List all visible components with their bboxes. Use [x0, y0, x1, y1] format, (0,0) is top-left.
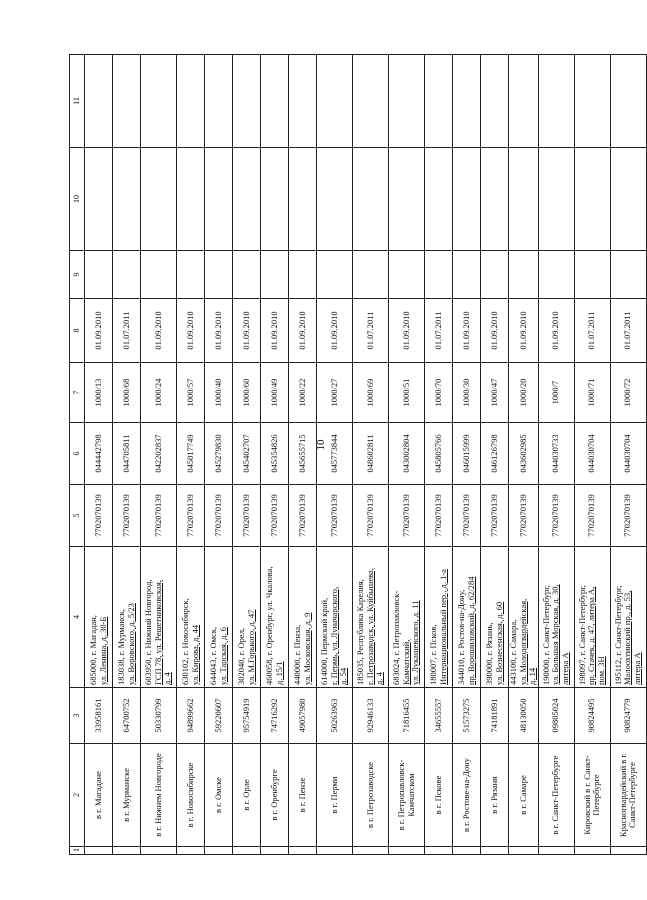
empty-cell-9 [574, 251, 610, 299]
date-cell: 01.09.2010 [205, 299, 233, 363]
empty-cell-10 [317, 148, 353, 251]
empty-cell-10 [85, 148, 113, 251]
bik-cell: 045773844 [317, 423, 353, 485]
inn-cell: 7702070139 [538, 485, 574, 547]
code-cell: 50330799 [141, 688, 177, 744]
bik-cell: 046126798 [481, 423, 509, 485]
address-line: д. 4 [374, 672, 385, 685]
address-line: 190000, г. Санкт-Петербург, [540, 585, 551, 685]
address-line: г. Пермь, ул. Луначарского, [328, 586, 339, 685]
row-blank-cell [113, 847, 141, 855]
empty-cell-9 [389, 251, 425, 299]
table-row [261, 55, 289, 855]
address-cell [425, 547, 453, 688]
number-cell: 1000/30 [453, 363, 481, 423]
address-line: ул. Молодогвардейская, [517, 598, 528, 685]
number-cell: 1000/69 [353, 363, 389, 423]
code-cell: 09805024 [538, 688, 574, 744]
empty-cell-9 [425, 251, 453, 299]
branch-table [69, 54, 647, 855]
address-line: 460058, г. Оренбург, ул. Чкалова, [264, 566, 274, 685]
address-line: ГСП 78, ул. Решетниковская, [152, 580, 163, 685]
code-cell: 92946133 [353, 688, 389, 744]
column-header-6: 6 [70, 423, 85, 485]
empty-cell-9 [113, 251, 141, 299]
empty-cell-9 [481, 251, 509, 299]
address-line: 183038, г. Мурманск, [116, 609, 126, 685]
column-header-7: 7 [70, 363, 85, 423]
address-line: пр. Стачек, д. 47, литера А, [586, 586, 597, 685]
empty-cell-10 [233, 148, 261, 251]
date-cell: 01.09.2010 [481, 299, 509, 363]
code-cell: 33958161 [85, 688, 113, 744]
branch-location-cell: в г. Перми [317, 744, 353, 847]
empty-cell-11 [574, 55, 610, 148]
address-line: д. 54 [338, 667, 349, 685]
date-cell: 01.07.2011 [425, 299, 453, 363]
inn-cell: 7702070139 [389, 485, 425, 547]
empty-cell-11 [453, 55, 481, 148]
column-header-1: 1 [70, 847, 85, 855]
address-cell [177, 547, 205, 688]
inn-cell: 7702070139 [425, 485, 453, 547]
empty-cell-10 [389, 148, 425, 251]
address-line: ул. Кирова, д. 44 [189, 624, 200, 685]
branch-location-cell: в г. Пензе [289, 744, 317, 847]
column-header-3: 3 [70, 688, 85, 744]
code-cell: 48130050 [509, 688, 539, 744]
branch-location-cell: Кировский в г. Санкт-Петербурге [574, 744, 610, 847]
row-blank-cell [453, 847, 481, 855]
empty-cell-11 [509, 55, 539, 148]
code-cell: 90824495 [574, 688, 610, 744]
bik-cell: 045805766 [425, 423, 453, 485]
inn-cell: 7702070139 [453, 485, 481, 547]
row-blank-cell [509, 847, 539, 855]
empty-cell-10 [453, 148, 481, 251]
empty-cell-11 [538, 55, 574, 148]
address-cell [261, 547, 289, 688]
address-cell [141, 547, 177, 688]
code-cell: 59220607 [205, 688, 233, 744]
empty-cell-10 [113, 148, 141, 251]
branch-location-cell: в г. Омске [205, 744, 233, 847]
empty-cell-10 [353, 148, 389, 251]
column-header-10: 10 [70, 148, 85, 251]
address-line: 443100, г. Самара, [508, 619, 518, 685]
address-line: ул. Лукашевского, д. 11 [410, 600, 421, 685]
address-cell [205, 547, 233, 688]
address-line: литера А [631, 652, 642, 685]
number-cell: 1000/7 [538, 363, 574, 423]
address-line: д. 14 [527, 667, 537, 685]
address-line: д. 15/1 [273, 661, 284, 685]
date-cell: 01.09.2010 [261, 299, 289, 363]
address-cell [289, 547, 317, 688]
bik-cell: 045017749 [177, 423, 205, 485]
branch-location-cell: в г. Новосибирске [177, 744, 205, 847]
empty-cell-9 [610, 251, 646, 299]
address-line: Малоохтинский пр., д. 53, [622, 590, 633, 685]
branch-location-cell: в г. Оренбурге [261, 744, 289, 847]
address-line: ул. Вознесенская, д. 60 [493, 601, 504, 685]
inn-cell: 7702070139 [509, 485, 539, 547]
row-blank-cell [389, 847, 425, 855]
row-blank-cell [85, 847, 113, 855]
date-cell: 01.09.2010 [453, 299, 481, 363]
inn-cell: 7702070139 [141, 485, 177, 547]
inn-cell: 7702070139 [113, 485, 141, 547]
empty-cell-10 [509, 148, 539, 251]
code-cell: 74181891 [481, 688, 509, 744]
empty-cell-9 [353, 251, 389, 299]
row-blank-cell [317, 847, 353, 855]
empty-cell-11 [113, 55, 141, 148]
empty-cell-11 [610, 55, 646, 148]
row-blank-cell [481, 847, 509, 855]
empty-cell-11 [425, 55, 453, 148]
address-line: ул. Воровского, д. 5/23 [125, 603, 136, 685]
number-cell: 1000/47 [481, 363, 509, 423]
table-row [141, 55, 177, 855]
inn-cell: 7702070139 [261, 485, 289, 547]
date-cell: 01.09.2010 [289, 299, 317, 363]
inn-cell: 7702070139 [85, 485, 113, 547]
address-cell [85, 547, 113, 688]
address-cell [538, 547, 574, 688]
code-cell: 95754919 [233, 688, 261, 744]
row-blank-cell [141, 847, 177, 855]
table-row [610, 55, 646, 855]
address-line: литера А [559, 652, 570, 685]
address-line: 644043, г. Омск, [208, 626, 218, 685]
address-line: 198097, г. Санкт-Петербург, [576, 585, 587, 685]
address-cell [317, 547, 353, 688]
row-blank-cell [233, 847, 261, 855]
address-cell [509, 547, 539, 688]
number-cell: 1000/60 [233, 363, 261, 423]
empty-cell-10 [610, 148, 646, 251]
bik-cell: 045402707 [233, 423, 261, 485]
number-cell: 1000/49 [261, 363, 289, 423]
empty-cell-11 [481, 55, 509, 148]
empty-cell-9 [261, 251, 289, 299]
table-row [389, 55, 425, 855]
number-cell: 1000/24 [141, 363, 177, 423]
bik-cell: 045655715 [289, 423, 317, 485]
number-cell: 1000/71 [574, 363, 610, 423]
bik-cell: 048602811 [353, 423, 389, 485]
address-line: Камчатский, [400, 639, 411, 685]
table-row [481, 55, 509, 855]
empty-cell-10 [538, 148, 574, 251]
address-line: д. 4 [162, 672, 173, 685]
bik-cell: 045279830 [205, 423, 233, 485]
inn-cell: 7702070139 [317, 485, 353, 547]
empty-cell-9 [509, 251, 539, 299]
number-cell: 1000/57 [177, 363, 205, 423]
number-cell: 1000/51 [389, 363, 425, 423]
address-line: 440000, г. Пенза, [292, 624, 302, 685]
table-row [233, 55, 261, 855]
inn-cell: 7702070139 [233, 485, 261, 547]
date-cell: 01.09.2010 [317, 299, 353, 363]
table-row [317, 55, 353, 855]
empty-cell-10 [177, 148, 205, 251]
empty-cell-11 [205, 55, 233, 148]
row-blank-cell [205, 847, 233, 855]
number-cell: 1000/72 [610, 363, 646, 423]
row-blank-cell [425, 847, 453, 855]
branch-location-cell: в г. Ростове-на-Дону [453, 744, 481, 847]
address-line: г. Петрозаводск, ул. Куйбышева, [364, 568, 375, 685]
address-line: пом. 3Н [595, 656, 606, 685]
table-row [425, 55, 453, 855]
number-cell: 1000/70 [425, 363, 453, 423]
row-blank-cell [353, 847, 389, 855]
row-blank-cell [538, 847, 574, 855]
address-cell [389, 547, 425, 688]
empty-cell-9 [538, 251, 574, 299]
branch-location-cell: в г. Мурманске [113, 744, 141, 847]
table-row [538, 55, 574, 855]
inn-cell: 7702070139 [205, 485, 233, 547]
address-line: 180007, г. Псков, [428, 624, 438, 685]
address-line: 344010, г. Ростов-на-Дону, [456, 589, 466, 685]
address-cell [353, 547, 389, 688]
inn-cell: 7702070139 [177, 485, 205, 547]
empty-cell-9 [177, 251, 205, 299]
empty-cell-11 [141, 55, 177, 148]
address-cell [453, 547, 481, 688]
table-row [574, 55, 610, 855]
address-line: ул. Большая Морская, д. 30, [550, 584, 561, 685]
address-line: Интернациональный пер., д. 1-а [437, 569, 448, 685]
empty-cell-11 [177, 55, 205, 148]
address-line: 195112, г. Санкт-Петербург, [612, 585, 623, 685]
empty-cell-11 [317, 55, 353, 148]
address-cell [113, 547, 141, 688]
address-line: 185035, Республика Карелия, [355, 579, 366, 685]
bik-cell: 043602985 [509, 423, 539, 485]
date-cell: 01.07.2011 [353, 299, 389, 363]
bik-cell: 044705811 [113, 423, 141, 485]
address-line: ул. М.Горького, д. 47 [245, 609, 256, 685]
table-row [177, 55, 205, 855]
address-cell [233, 547, 261, 688]
branch-location-cell: в г. Магадане [85, 744, 113, 847]
row-blank-cell [610, 847, 646, 855]
table-row [113, 55, 141, 855]
inn-cell: 7702070139 [574, 485, 610, 547]
bik-cell: 046015999 [453, 423, 481, 485]
page-number: 10 [315, 439, 327, 451]
address-line: 302040, г. Орел, [236, 627, 246, 685]
date-cell: 01.07.2011 [574, 299, 610, 363]
row-blank-cell [574, 847, 610, 855]
empty-cell-9 [85, 251, 113, 299]
table-row [205, 55, 233, 855]
address-line: 630102, г. Новосибирск, [180, 598, 190, 685]
branch-location-cell: в г. Орле [233, 744, 261, 847]
date-cell: 01.09.2010 [233, 299, 261, 363]
table-body [85, 55, 647, 855]
bik-cell: 044030733 [538, 423, 574, 485]
header-row [70, 55, 85, 855]
code-cell: 49057980 [289, 688, 317, 744]
bik-cell: 044030704 [574, 423, 610, 485]
number-cell: 1000/40 [205, 363, 233, 423]
address-line: пр. Ворошиловский, д. 62/284 [465, 576, 476, 685]
empty-cell-10 [205, 148, 233, 251]
column-header-5: 5 [70, 485, 85, 547]
address-cell [610, 547, 646, 688]
number-cell: 1000/20 [509, 363, 539, 423]
inn-cell: 7702070139 [353, 485, 389, 547]
date-cell: 01.09.2010 [177, 299, 205, 363]
code-cell: 71816455 [389, 688, 425, 744]
bik-cell: 043002804 [389, 423, 425, 485]
table-row [85, 55, 113, 855]
branch-location-cell: в г. Нижнем Новгороде [141, 744, 177, 847]
address-line: 683024, г. Петропавловск- [391, 590, 402, 685]
table-row [509, 55, 539, 855]
address-line: ул. Ленина, д. 30-Б [97, 616, 108, 685]
bik-cell: 042202837 [141, 423, 177, 485]
address-cell [481, 547, 509, 688]
date-cell: 01.09.2010 [141, 299, 177, 363]
date-cell: 01.09.2010 [538, 299, 574, 363]
empty-cell-10 [481, 148, 509, 251]
date-cell: 01.07.2011 [610, 299, 646, 363]
column-header-11: 11 [70, 55, 85, 148]
branch-location-cell: в г. Рязани [481, 744, 509, 847]
code-cell: 90824779 [610, 688, 646, 744]
number-cell: 1000/27 [317, 363, 353, 423]
empty-cell-9 [317, 251, 353, 299]
column-header-8: 8 [70, 299, 85, 363]
table-row [289, 55, 317, 855]
bik-cell: 044442798 [85, 423, 113, 485]
date-cell: 01.07.2011 [113, 299, 141, 363]
address-line: 685000, г. Магадан, [88, 615, 98, 685]
address-line: ул. Тарская, д. 6 [217, 627, 228, 685]
address-line: 390000, г. Рязань, [484, 622, 494, 685]
bik-cell: 045354826 [261, 423, 289, 485]
code-cell: 94899662 [177, 688, 205, 744]
column-header-2: 2 [70, 744, 85, 847]
empty-cell-11 [289, 55, 317, 148]
column-header-4: 4 [70, 547, 85, 688]
empty-cell-9 [453, 251, 481, 299]
code-cell: 64700752 [113, 688, 141, 744]
empty-cell-9 [289, 251, 317, 299]
date-cell: 01.09.2010 [389, 299, 425, 363]
table-row [353, 55, 389, 855]
row-blank-cell [261, 847, 289, 855]
inn-cell: 7702070139 [481, 485, 509, 547]
branch-location-cell: в г. Санкт-Петербурге [538, 744, 574, 847]
code-cell: 51573275 [453, 688, 481, 744]
column-header-9: 9 [70, 251, 85, 299]
address-cell [574, 547, 610, 688]
empty-cell-10 [289, 148, 317, 251]
address-line: ул. Московская, д. 9 [301, 612, 312, 685]
empty-cell-11 [389, 55, 425, 148]
date-cell: 01.09.2010 [85, 299, 113, 363]
table-row [453, 55, 481, 855]
code-cell: 74716292 [261, 688, 289, 744]
branch-location-cell: в г. Самаре [509, 744, 539, 847]
branch-location-cell: Красногвардейский в г. Санкт-Петербурге [610, 744, 646, 847]
empty-cell-11 [261, 55, 289, 148]
branch-location-cell: в г. Петропавловск-Камчатском [389, 744, 425, 847]
empty-cell-11 [85, 55, 113, 148]
branch-location-cell: в г. Пскове [425, 744, 453, 847]
rotated-page [69, 55, 642, 855]
empty-cell-10 [261, 148, 289, 251]
code-cell: 50263963 [317, 688, 353, 744]
number-cell: 1000/13 [85, 363, 113, 423]
inn-cell: 7702070139 [610, 485, 646, 547]
empty-cell-10 [425, 148, 453, 251]
row-blank-cell [177, 847, 205, 855]
empty-cell-11 [353, 55, 389, 148]
row-blank-cell [289, 847, 317, 855]
empty-cell-10 [141, 148, 177, 251]
bik-cell: 044030704 [610, 423, 646, 485]
inn-cell: 7702070139 [289, 485, 317, 547]
empty-cell-9 [233, 251, 261, 299]
branch-location-cell: в г. Петрозаводске [353, 744, 389, 847]
date-cell: 01.09.2010 [509, 299, 539, 363]
empty-cell-11 [233, 55, 261, 148]
empty-cell-10 [574, 148, 610, 251]
number-cell: 1000/22 [289, 363, 317, 423]
empty-cell-9 [141, 251, 177, 299]
address-line: 614000, Пермский край, [319, 597, 330, 685]
number-cell: 1000/68 [113, 363, 141, 423]
code-cell: 34655557 [425, 688, 453, 744]
empty-cell-9 [205, 251, 233, 299]
address-line: 603950, г. Нижний Новгород, [143, 579, 154, 685]
